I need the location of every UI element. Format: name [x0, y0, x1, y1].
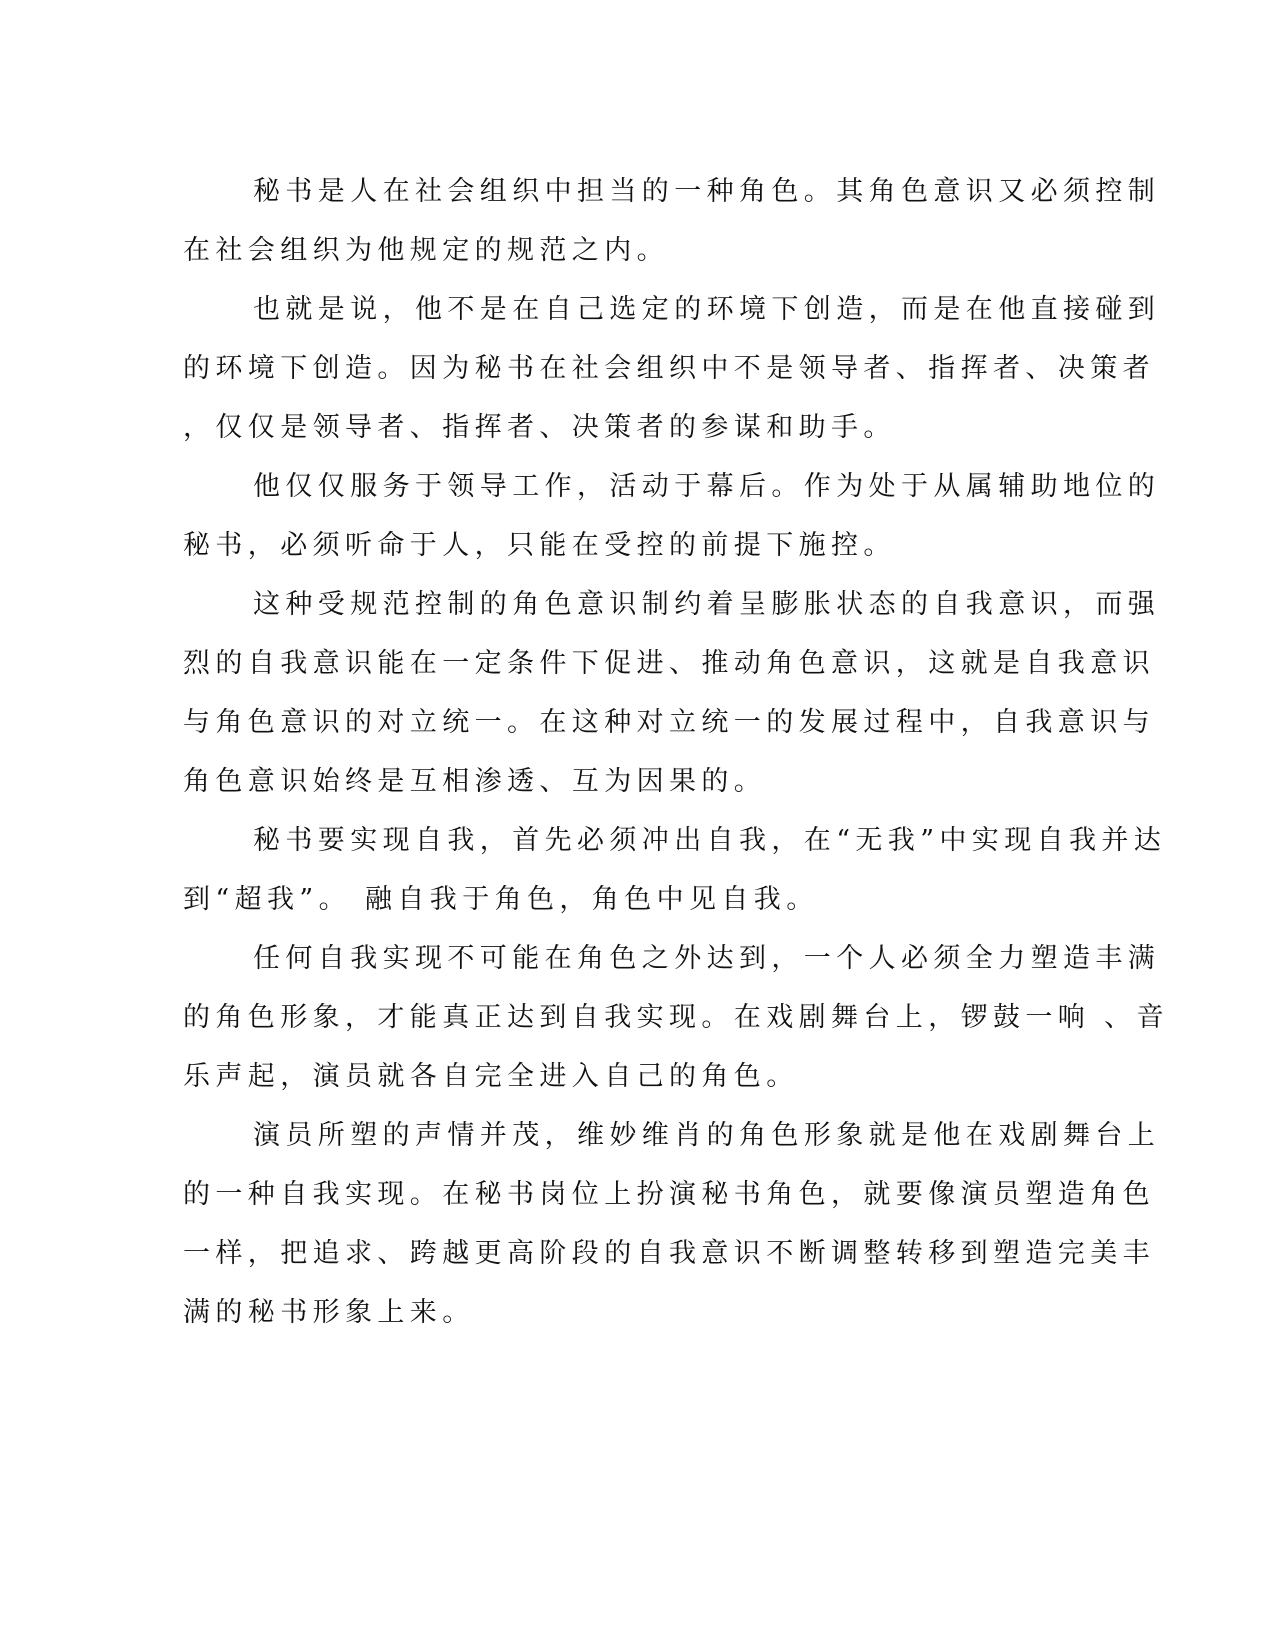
paragraph-2-line-1: 也就是说，他不是在自己选定的环境下创造，而是在他直接碰到: [253, 294, 1161, 325]
paragraph-2-line-2: 的环境下创造。因为秘书在社会组织中不是领导者、指挥者、决策者: [183, 353, 1155, 384]
paragraph-3-line-2: 秘书，必须听命于人，只能在受控的前提下施控。: [183, 530, 896, 561]
paragraph-4-line-4: 角色意识始终是互相渗透、互为因果的。: [183, 766, 767, 797]
paragraph-7-line-1: 演员所塑的声情并茂，维妙维肖的角色形象就是他在戏剧舞台上: [253, 1120, 1161, 1151]
paragraph-7-line-2: 的一种自我实现。在秘书岗位上扮演秘书角色，就要像演员塑造角色: [183, 1179, 1155, 1210]
paragraph-4-line-2: 烈的自我意识能在一定条件下促进、推动角色意识，这就是自我意识: [183, 648, 1155, 679]
paragraph-7-line-3: 一样，把追求、跨越更高阶段的自我意识不断调整转移到塑造完美丰: [183, 1238, 1155, 1269]
paragraph-5-line-1: 秘书要实现自我，首先必须冲出自我，在“无我”中实现自我并达: [253, 825, 1167, 856]
paragraph-6-line-3: 乐声起，演员就各自完全进入自己的角色。: [183, 1061, 799, 1092]
paragraph-4-line-1: 这种受规范控制的角色意识制约着呈膨胀状态的自我意识，而强: [253, 589, 1161, 620]
paragraph-6-line-2: 的角色形象，才能真正达到自我实现。在戏剧舞台上，锣鼓一响 、音: [183, 1002, 1169, 1033]
document-body: [183, 162, 1169, 1342]
paragraph-1-line-2: 在社会组织为他规定的规范之内。: [183, 235, 669, 266]
paragraph-4-line-3: 与角色意识的对立统一。在这种对立统一的发展过程中，自我意识与: [183, 707, 1155, 738]
paragraph-1-line-1: 秘书是人在社会组织中担当的一种角色。其角色意识又必须控制: [253, 176, 1161, 207]
paragraph-3-line-1: 他仅仅服务于领导工作，活动于幕后。作为处于从属辅助地位的: [253, 471, 1161, 502]
paragraph-7-line-4: 满的秘书形象上来。: [183, 1297, 475, 1328]
paragraph-5-line-2: 到“超我”。 融自我于角色，角色中见自我。: [183, 884, 819, 915]
paragraph-6-line-1: 任何自我实现不可能在角色之外达到，一个人必须全力塑造丰满: [253, 943, 1161, 974]
paragraph-2-line-3: ，仅仅是领导者、指挥者、决策者的参谋和助手。: [183, 412, 896, 443]
